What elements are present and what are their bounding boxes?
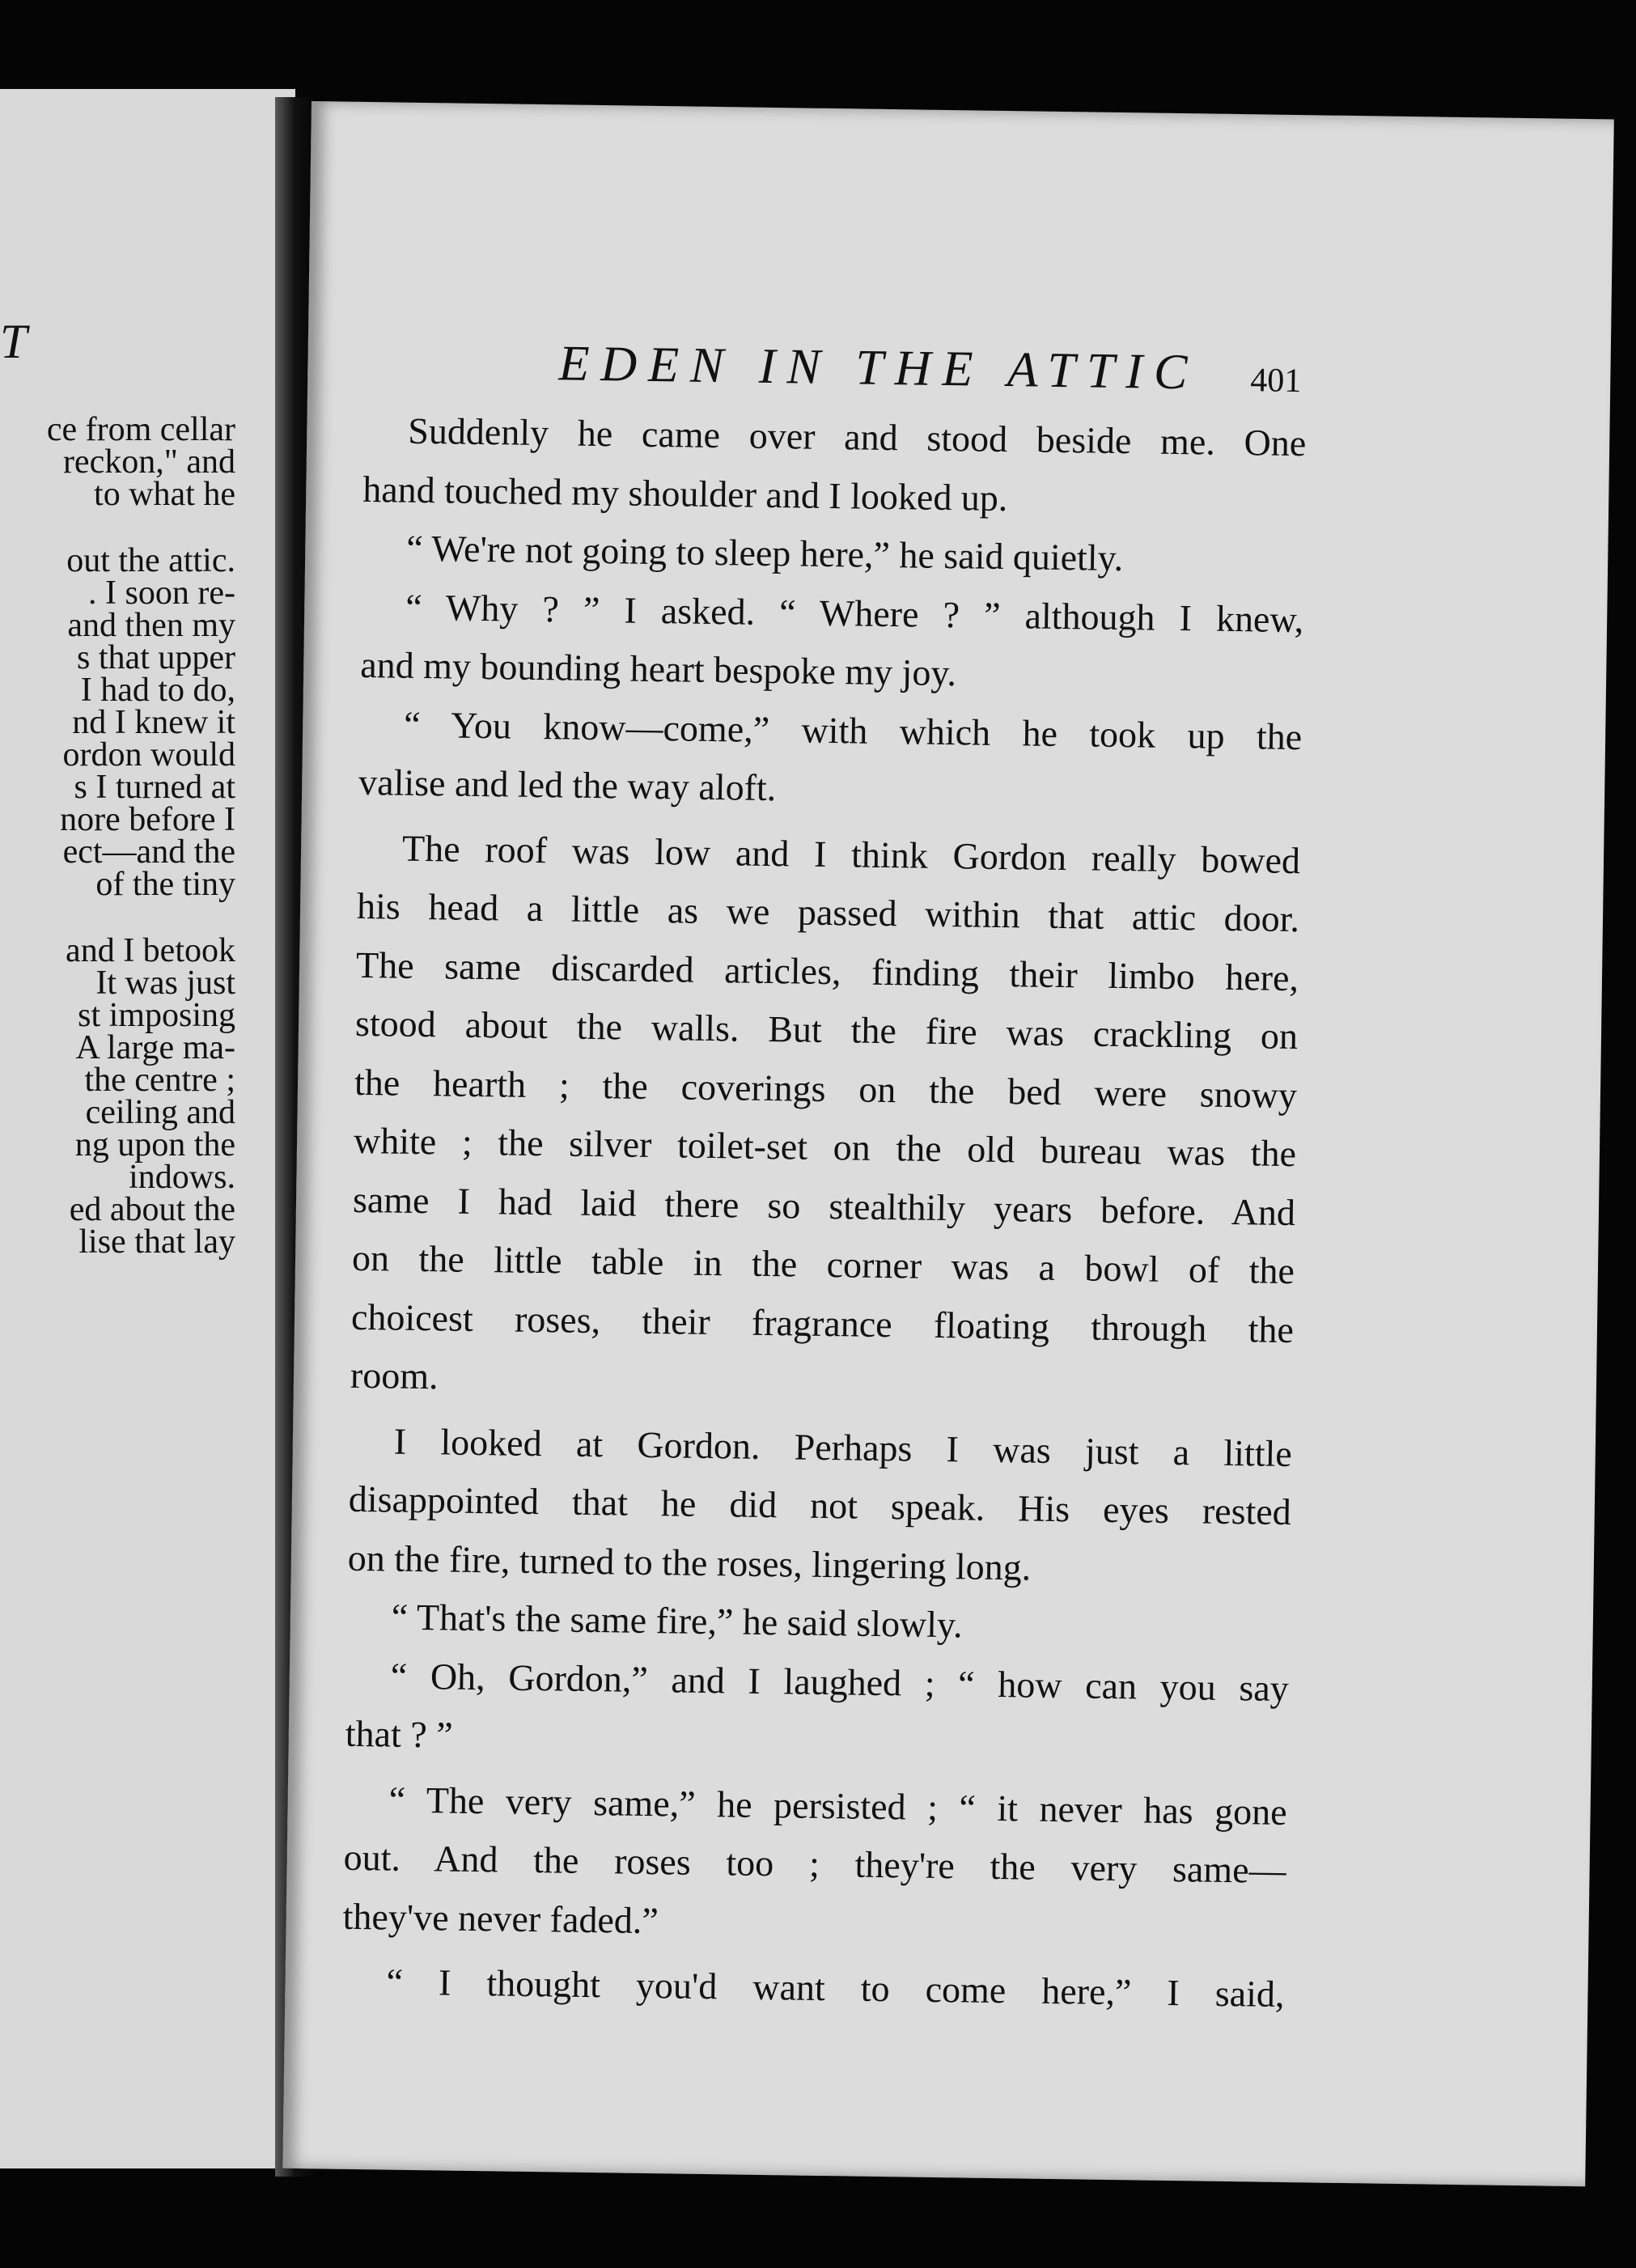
text-line: “ Oh, Gordon,” and I laughed ; “ how can you say bbox=[390, 1655, 1290, 1709]
text-line: “ Why ? ” I asked. “ Where ? ” although I knew, bbox=[405, 586, 1304, 640]
body-text bbox=[341, 401, 1307, 2024]
left-text-line: ordon would bbox=[62, 736, 235, 774]
text-line: the hearth ; the coverings on the bed were snowy bbox=[354, 1061, 1298, 1116]
text-line: they've never faded.” bbox=[342, 1895, 659, 1941]
left-text-line: I had to do, bbox=[80, 672, 235, 709]
left-text-line: s I turned at bbox=[74, 769, 235, 806]
left-running-head-fragment: T bbox=[0, 315, 34, 368]
left-text-line: and I betook bbox=[66, 932, 235, 969]
text-line: same I had laid there so stealthily years before. And bbox=[352, 1178, 1296, 1233]
left-text-line: It was just bbox=[95, 964, 235, 1002]
left-text-line: . I soon re- bbox=[88, 574, 235, 612]
left-text-line: of the tiny bbox=[95, 866, 235, 903]
left-text-line: lise that lay bbox=[78, 1223, 235, 1261]
text-line: “ The very same,” he persisted ; “ it never has gone bbox=[388, 1778, 1287, 1833]
text-line: Suddenly he came over and stood beside me. One bbox=[407, 409, 1307, 464]
text-line: his head a little as we passed within that attic door. bbox=[356, 884, 1300, 940]
text-line: stood about the walls. But the fire was crackling on bbox=[354, 1002, 1299, 1058]
left-text-line: and then my bbox=[67, 607, 235, 644]
text-line: “ That's the same fire,” he said slowly. bbox=[391, 1596, 963, 1646]
text-line: “ You know—come,” with which he took up the bbox=[403, 703, 1303, 757]
left-text-line: ceiling and bbox=[85, 1094, 235, 1131]
text-line: valise and led the way aloft. bbox=[358, 761, 777, 809]
left-text-line: st imposing bbox=[78, 997, 235, 1034]
left-text-line: ect—and the bbox=[62, 833, 235, 871]
left-text-line: A large ma- bbox=[75, 1029, 235, 1066]
text-line: The same discarded articles, finding their limbo here, bbox=[355, 943, 1299, 998]
text-line: out. And the roses too ; they're the very same— bbox=[343, 1836, 1286, 1892]
left-page bbox=[0, 89, 295, 2168]
right-page bbox=[282, 101, 1614, 2186]
text-line: “ We're not going to sleep here,” he said quietly. bbox=[405, 527, 1124, 579]
left-text-line: ce from cellar bbox=[46, 411, 235, 448]
left-text-line: indows. bbox=[129, 1159, 235, 1196]
left-text-line: nore before I bbox=[60, 801, 235, 838]
text-line: white ; the silver toilet-set on the old bureau was the bbox=[353, 1119, 1297, 1175]
left-text-line: nd I knew it bbox=[72, 704, 235, 741]
page-number: 401 bbox=[1249, 362, 1302, 401]
text-line: disappointed that he did not speak. His eyes rested bbox=[348, 1477, 1292, 1533]
text-line: “ I thought you'd want to come here,” I said, bbox=[386, 1961, 1285, 2016]
text-line: room. bbox=[350, 1354, 439, 1397]
text-line: I looked at Gordon. Perhaps I was just a little bbox=[393, 1420, 1293, 1474]
left-text-line: reckon," and bbox=[62, 443, 235, 481]
text-line: and my bounding heart bespoke my joy. bbox=[359, 643, 957, 694]
text-line: that ? ” bbox=[345, 1712, 453, 1756]
left-text-line: out the attic. bbox=[66, 542, 235, 579]
left-text-line: to what he bbox=[94, 476, 235, 513]
text-line: hand touched my shoulder and I looked up. bbox=[362, 468, 1008, 519]
left-text-line: the centre ; bbox=[84, 1062, 235, 1099]
left-text-line: s that upper bbox=[77, 639, 235, 676]
left-text-line: ng upon the bbox=[74, 1126, 235, 1164]
text-line: on the little table in the corner was a bowl of the bbox=[351, 1236, 1295, 1292]
text-line: on the fire, turned to the roses, lingering long. bbox=[347, 1537, 1032, 1588]
left-text-line: ed about the bbox=[69, 1191, 235, 1228]
running-head: EDEN IN THE ATTIC bbox=[558, 336, 1199, 401]
text-line: The roof was low and I think Gordon really bowed bbox=[401, 827, 1301, 881]
text-line: choicest roses, their fragrance floating through the bbox=[350, 1295, 1295, 1350]
